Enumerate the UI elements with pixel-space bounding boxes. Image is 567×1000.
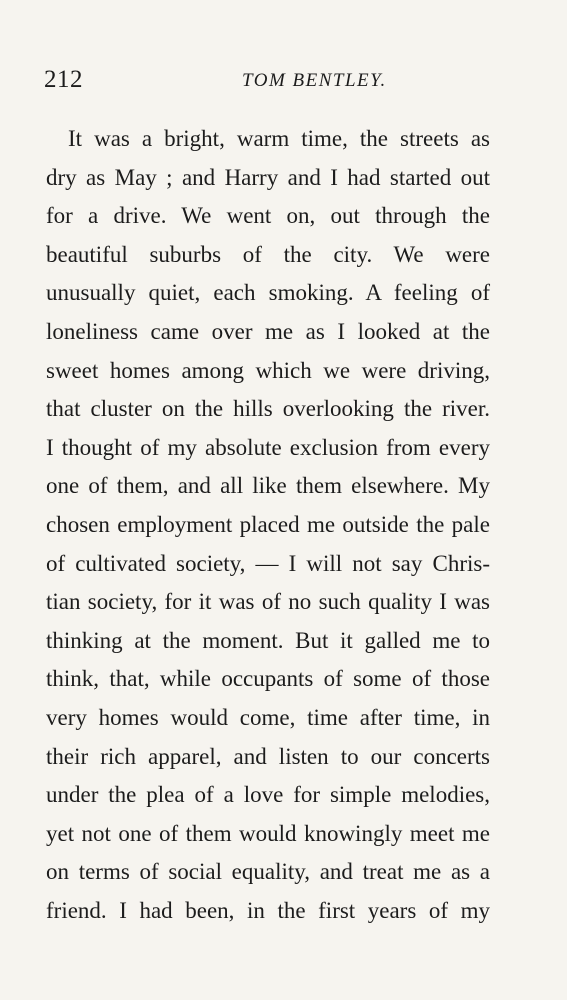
text-line: thinking at the moment. But it galled me to — [46, 627, 490, 653]
text-line: of cultivated society, — I will not say Chris- — [46, 550, 490, 576]
text-line: dry as May ; and Harry and I had started out — [46, 164, 490, 190]
text-line: that cluster on the hills overlooking the river. — [46, 396, 490, 422]
text-line: on terms of social equality, and treat me as a — [46, 859, 490, 885]
text-line: under the plea of a love for simple melodies, — [46, 782, 490, 808]
running-title: TOM BENTLEY. — [242, 70, 387, 91]
text-line: unusually quiet, each smoking. A feeling of — [46, 280, 490, 306]
text-line: very homes would come, time after time, in — [46, 704, 490, 730]
text-line: beautiful suburbs of the city. We were — [46, 241, 490, 267]
page-number: 212 — [44, 66, 83, 93]
text-line: their rich apparel, and listen to our concerts — [46, 743, 490, 769]
text-line: I thought of my absolute exclusion from every — [46, 434, 490, 460]
text-line: for a drive. We went on, out through the — [46, 203, 490, 229]
page-header — [44, 66, 489, 96]
text-line: yet not one of them would knowingly meet me — [46, 820, 490, 846]
text-line: tian society, for it was of no such quality I was — [46, 589, 490, 615]
text-line: one of them, and all like them elsewhere. My — [46, 473, 490, 499]
text-line: chosen employment placed me outside the pale — [46, 511, 490, 537]
text-line: friend. I had been, in the first years of my — [46, 897, 490, 923]
text-line: think, that, while occupants of some of those — [46, 666, 490, 692]
text-line: sweet homes among which we were driving, — [46, 357, 490, 383]
text-line: It was a bright, warm time, the streets as — [68, 126, 490, 151]
body-text — [46, 120, 490, 930]
text-line: loneliness came over me as I looked at the — [46, 318, 490, 344]
